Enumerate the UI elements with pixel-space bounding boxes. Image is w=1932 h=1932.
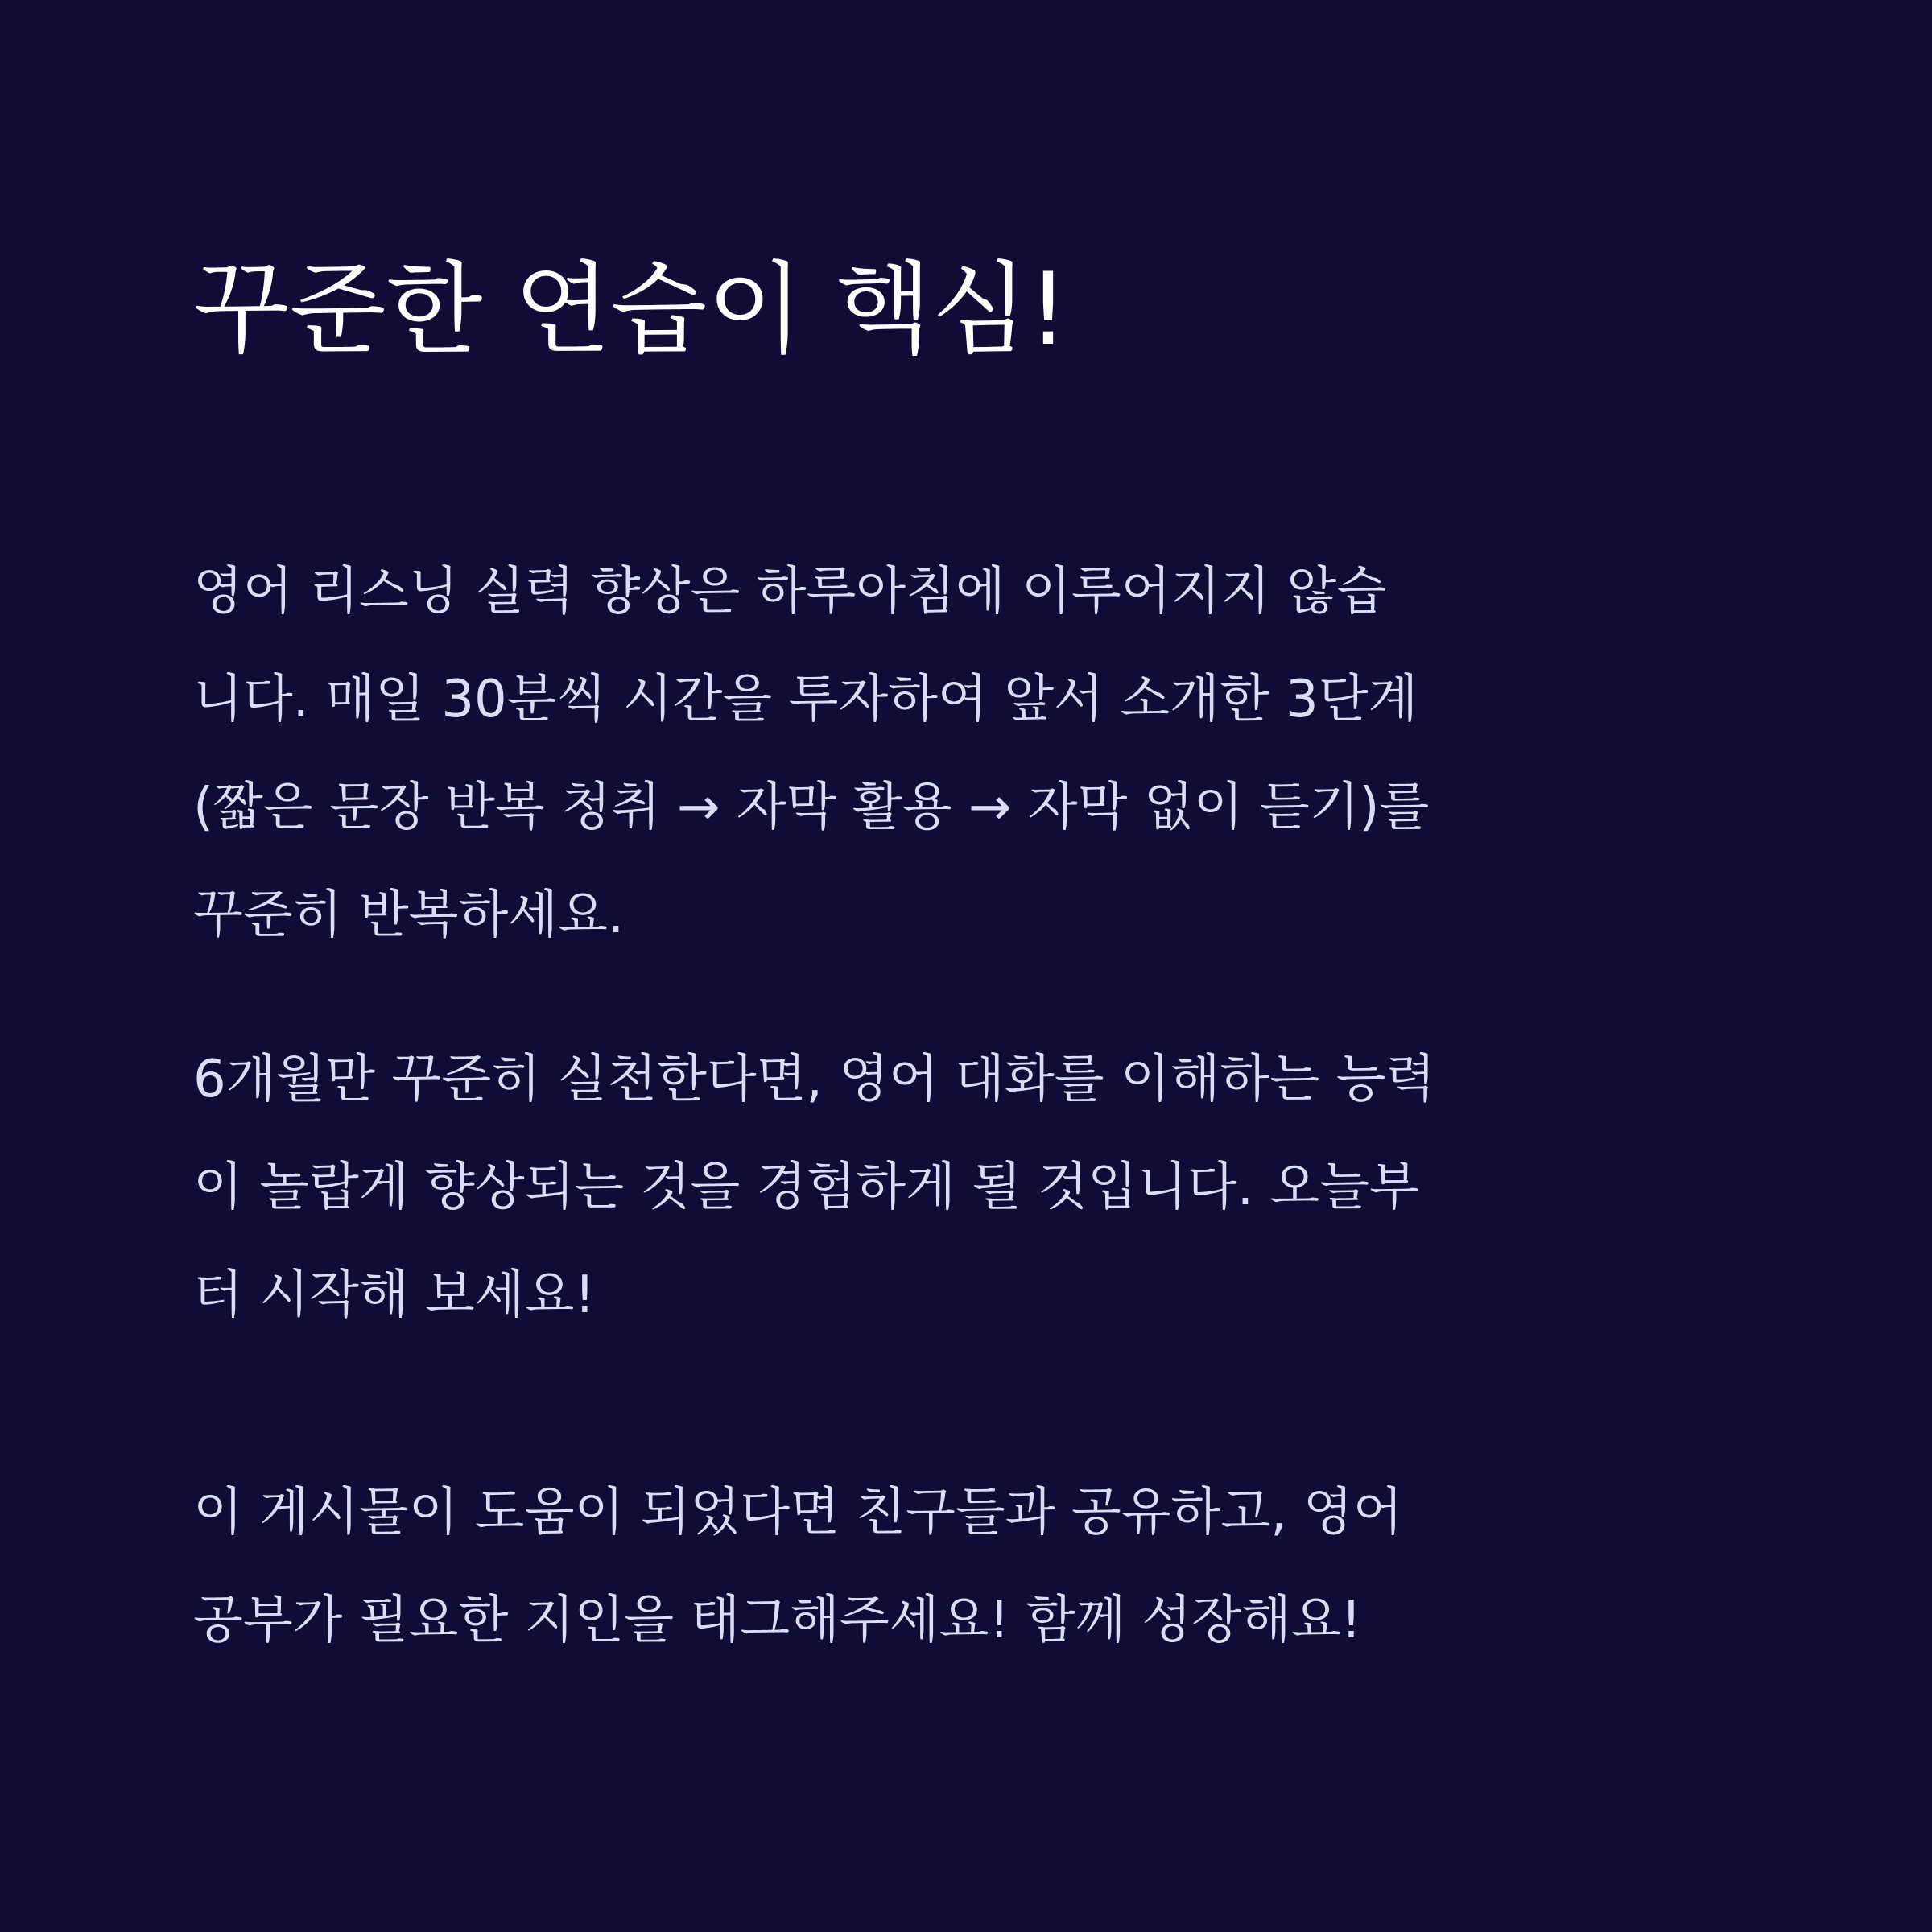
paragraph-line: (짧은 문장 반복 청취 → 자막 활용 → 자막 없이 듣기)를 xyxy=(193,778,1430,837)
paragraph-line: 터 시작해 보세요! xyxy=(193,1265,596,1325)
page-title: 꾸준한 연습이 핵심! xyxy=(193,252,1068,368)
paragraph-result xyxy=(193,1026,1435,1349)
paragraph-line: 6개월만 꾸준히 실천한다면, 영어 대화를 이해하는 능력 xyxy=(193,1050,1436,1109)
paragraph-line: 꾸준히 반복하세요. xyxy=(193,886,625,945)
paragraph-line: 이 게시물이 도움이 되었다면 친구들과 공유하고, 영어 xyxy=(193,1483,1403,1542)
paragraph-line: 니다. 매일 30분씩 시간을 투자하여 앞서 소개한 3단계 xyxy=(193,670,1418,729)
paragraph-line: 이 놀랍게 향상되는 것을 경험하게 될 것입니다. 오늘부 xyxy=(193,1158,1419,1217)
content-card xyxy=(193,0,1771,1932)
paragraph-share xyxy=(193,1459,1403,1674)
paragraph-line: 영어 리스닝 실력 향상은 하루아침에 이루어지지 않습 xyxy=(193,562,1387,621)
paragraph-line: 공부가 필요한 지인을 태그해주세요! 함께 성장해요! xyxy=(193,1591,1362,1650)
paragraph-practice xyxy=(193,538,1429,969)
